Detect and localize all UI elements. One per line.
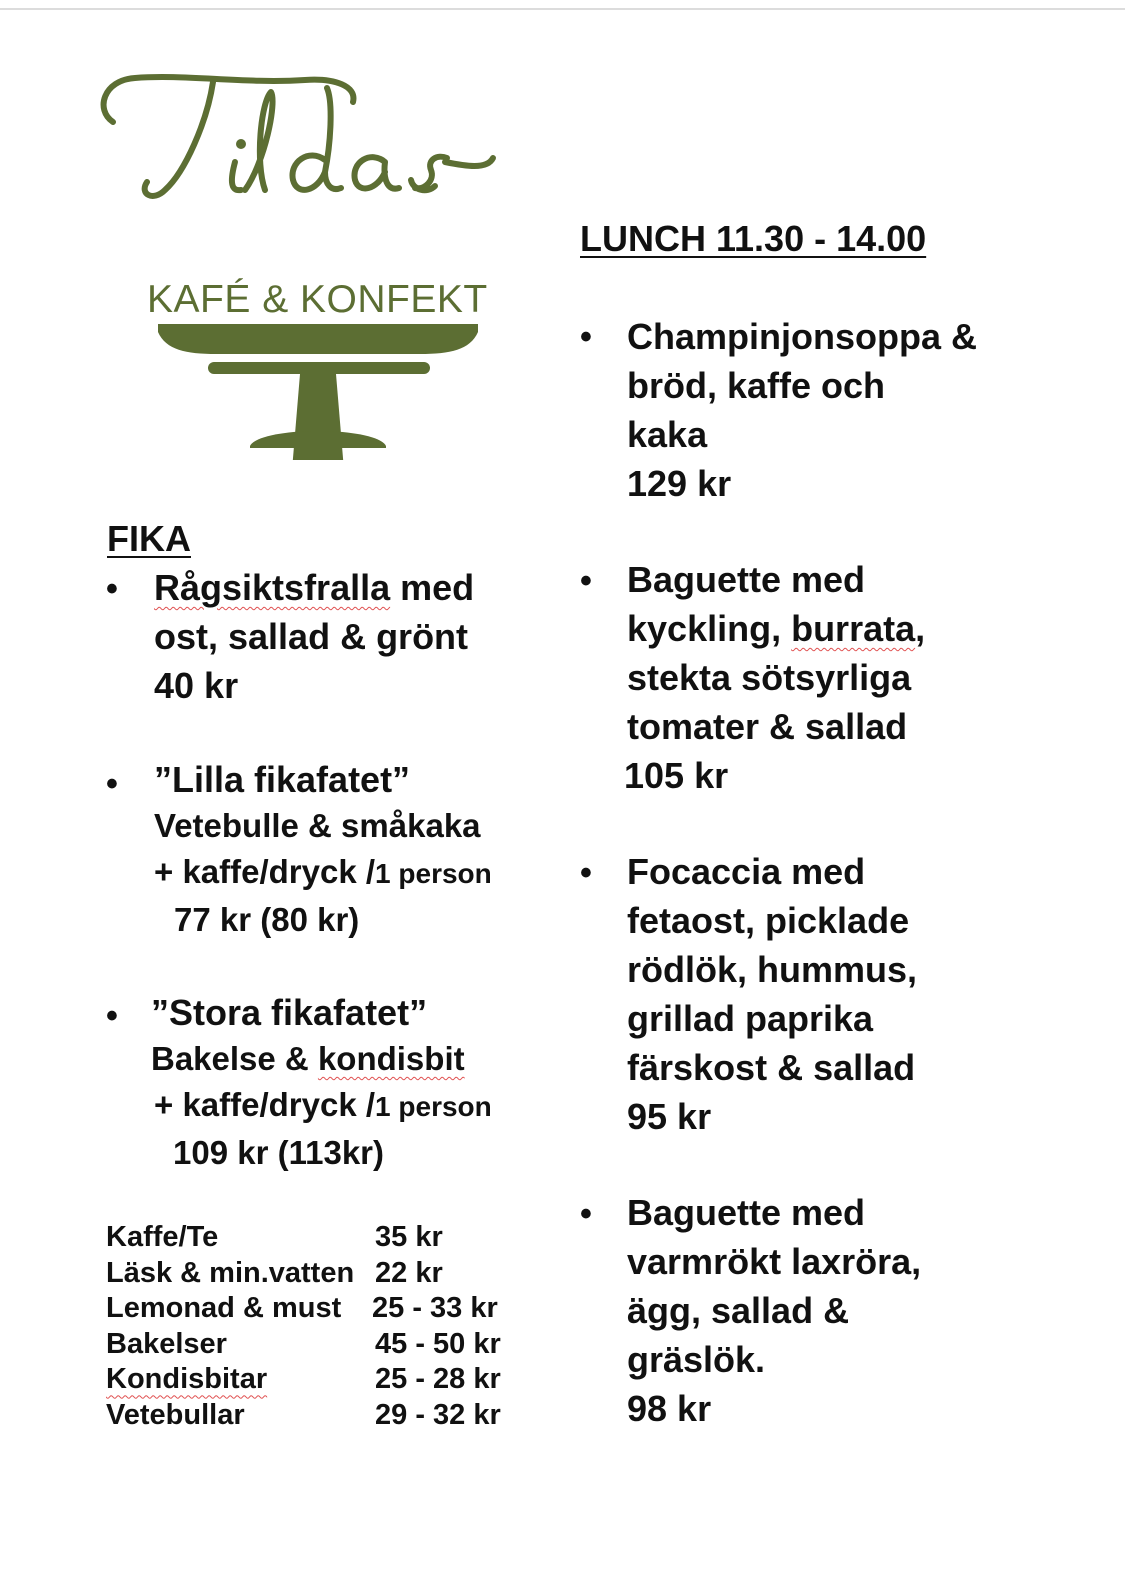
item-line-part: burrata [791, 608, 916, 649]
bullet: • [580, 854, 592, 892]
item-line: Champinjonsoppa & [627, 316, 977, 357]
item-extra: + kaffe/dryck / [154, 1086, 376, 1123]
fika-price-table [106, 1220, 536, 1434]
item-extra-small: 1 person [375, 858, 492, 889]
item-price: 40 kr [154, 665, 239, 706]
item-title-part: Rågsiktsfralla [154, 567, 391, 608]
item-line-part: kyckling, [627, 608, 792, 649]
item-price: 129 kr [627, 463, 732, 504]
bullet: • [580, 318, 592, 356]
item-line: Focaccia med [627, 851, 866, 892]
fika-item-stora-fikafatet [151, 990, 492, 1176]
price-value: 29 - 32 kr [375, 1398, 501, 1431]
item-price: 105 kr [624, 755, 729, 796]
price-row [106, 1220, 536, 1256]
price-row [106, 1398, 536, 1434]
item-line-part: , [915, 608, 926, 649]
price-value: 35 kr [375, 1221, 443, 1253]
logo [95, 62, 515, 462]
item-line: varmrökt laxröra, [627, 1241, 922, 1282]
price-value: 22 kr [375, 1256, 443, 1289]
item-line: ägg, sallad & [627, 1290, 850, 1331]
lunch-heading: LUNCH 11.30 - 14.00 [580, 218, 927, 259]
logo-subtitle: KAFÉ & KONFEKT [147, 278, 488, 321]
price-name: Läsk & min.vatten [106, 1256, 355, 1289]
item-title-part: med [390, 567, 475, 608]
price-name: Lemonad & must [106, 1292, 342, 1325]
fika-item-lilla-fikafatet [154, 757, 492, 943]
item-line: stekta sötsyrliga [627, 657, 912, 698]
bullet: • [106, 997, 118, 1035]
item-price: 109 kr (113kr) [173, 1134, 385, 1171]
lunch-item-champinjonsoppa [627, 312, 977, 508]
item-extra-small: 1 person [375, 1091, 492, 1122]
logo-script-wordmark [95, 62, 515, 222]
price-value: 45 - 50 kr [375, 1327, 501, 1360]
item-title: ”Stora fikafatet” [151, 992, 428, 1033]
price-name: Bakelser [106, 1327, 227, 1360]
item-price: 77 kr (80 kr) [174, 901, 360, 938]
price-value: 25 - 33 kr [372, 1292, 498, 1325]
bullet: • [580, 1195, 592, 1233]
item-line: bröd, kaffe och [627, 365, 886, 406]
cake-stand-icon [150, 260, 490, 460]
item-extra: + kaffe/dryck / [154, 853, 376, 890]
item-description: ost, sallad & grönt [154, 616, 469, 657]
price-name: Kondisbitar [106, 1363, 268, 1396]
price-row [106, 1291, 536, 1327]
item-price: 95 kr [627, 1096, 712, 1137]
item-line: tomater & sallad [627, 706, 908, 747]
lunch-item-baguette-laxrora [627, 1188, 921, 1433]
fika-heading: FIKA [107, 518, 191, 559]
item-line: Baguette med [627, 559, 866, 600]
price-row [106, 1327, 536, 1363]
price-value: 25 - 28 kr [375, 1363, 501, 1396]
top-divider [0, 8, 1125, 10]
item-title: ”Lilla fikafatet” [154, 759, 411, 800]
fika-item-ragsiktsfralla [154, 563, 474, 710]
item-line: grillad paprika [627, 998, 874, 1039]
price-row [106, 1362, 536, 1398]
item-line: rödlök, hummus, [627, 949, 918, 990]
item-description-part: kondisbit [317, 1040, 465, 1077]
item-line: fetaost, picklade [627, 900, 910, 941]
item-description-part: Bakelse & [151, 1040, 318, 1077]
item-line: gräslök. [627, 1339, 766, 1380]
item-line: färskost & sallad [627, 1047, 916, 1088]
item-line: Baguette med [627, 1192, 866, 1233]
item-description: Vetebulle & småkaka [154, 807, 481, 844]
lunch-item-baguette-kyckling [624, 555, 926, 800]
price-row [106, 1256, 536, 1292]
item-price: 98 kr [627, 1388, 712, 1429]
price-name: Kaffe/Te [106, 1221, 219, 1253]
bullet: • [106, 765, 118, 803]
item-line: kaka [627, 414, 708, 455]
bullet: • [106, 570, 118, 608]
lunch-item-focaccia [627, 847, 917, 1141]
price-name: Vetebullar [106, 1398, 245, 1431]
bullet: • [580, 562, 592, 600]
